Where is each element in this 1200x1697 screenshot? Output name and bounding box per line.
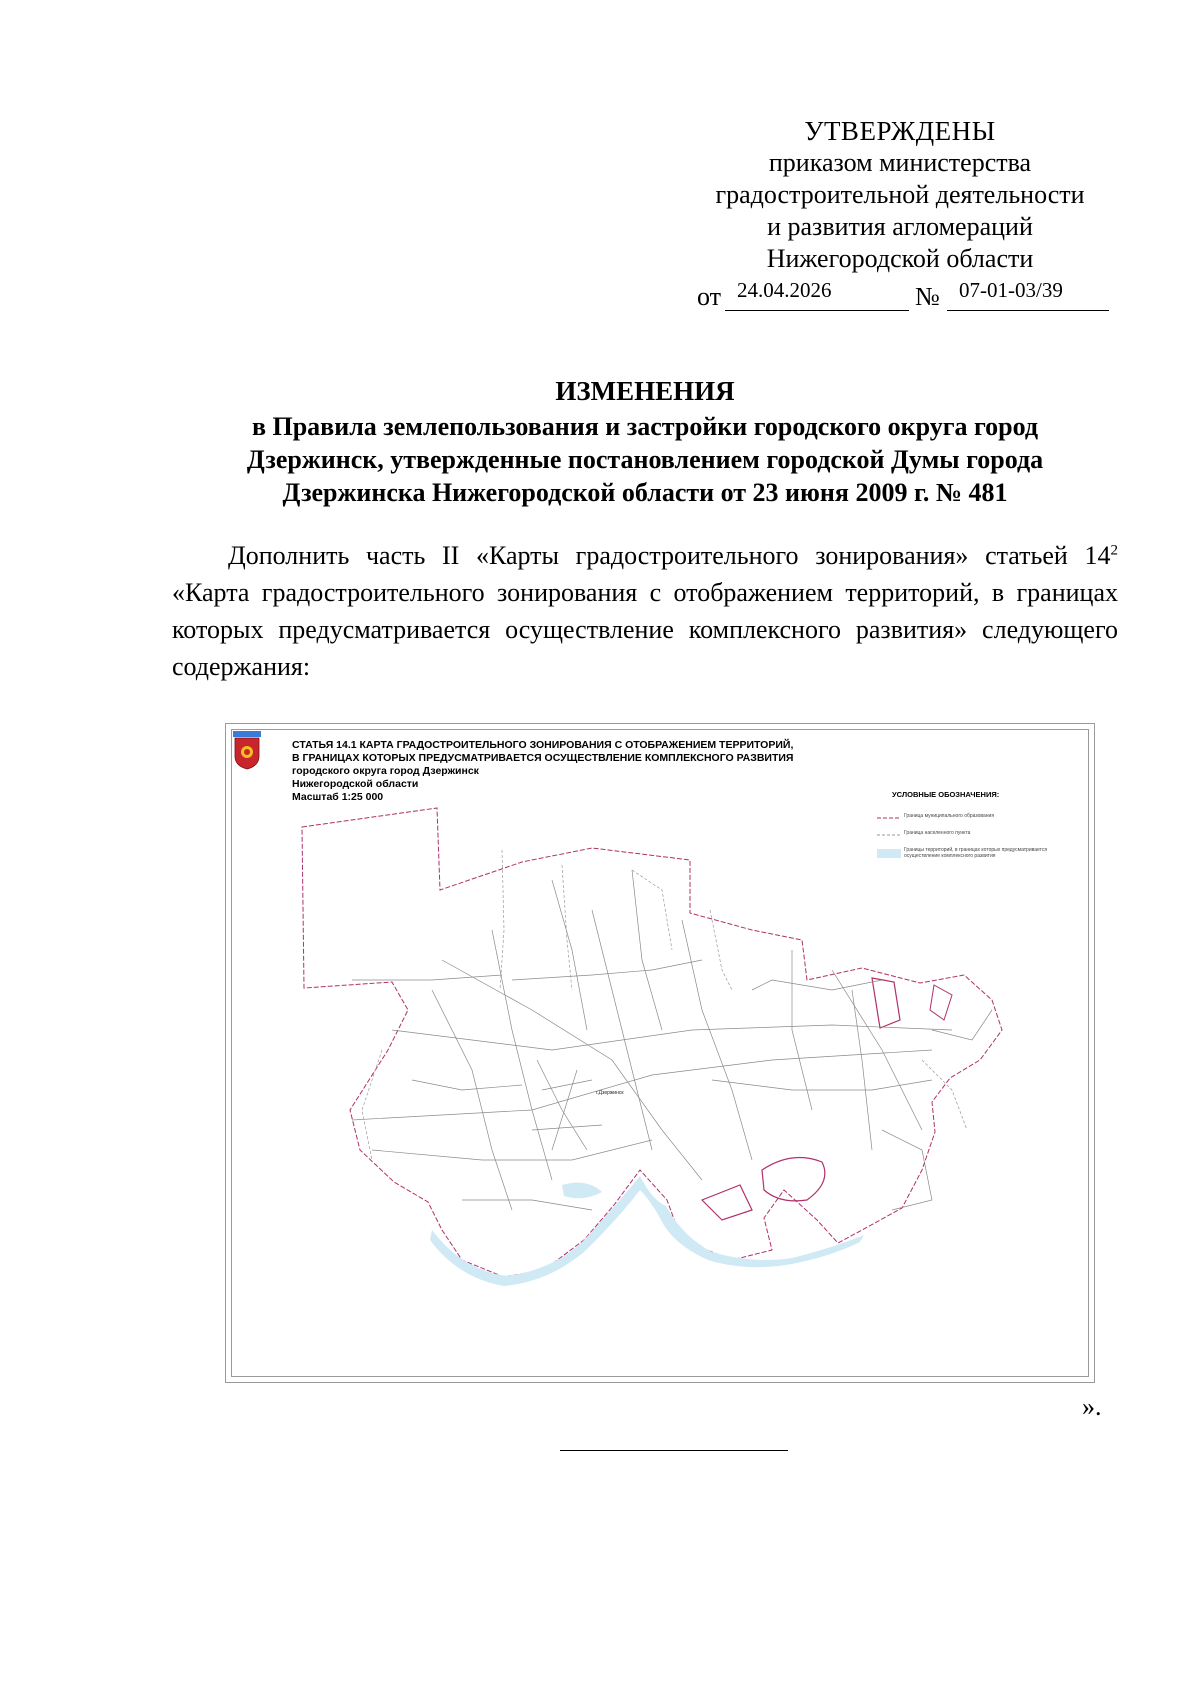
approval-number: 07-01-03/39 [959, 278, 1063, 302]
approval-line: градостроительной деятельности [715, 180, 1085, 209]
approval-line: приказом министерства [768, 148, 1032, 177]
city-label: г.Дзержинск [596, 1090, 624, 1096]
approval-block [680, 115, 1120, 275]
development-zone [702, 1185, 752, 1220]
date-prefix: от [697, 282, 722, 311]
map-header-line: СТАТЬЯ 14.1 КАРТА ГРАДОСТРОИТЕЛЬНОГО ЗОНИРОВАНИЯ С ОТОБРАЖЕНИЕМ ТЕРРИТОРИЙ, [292, 739, 794, 751]
article-superscript: 2 [1110, 542, 1118, 559]
document-title-line: в Правила землепользования и застройки городского округа город [251, 412, 1039, 441]
document-title-main: ИЗМЕНЕНИЯ [555, 376, 735, 406]
zoning-map [225, 723, 1095, 1383]
document-title [170, 375, 1120, 509]
legend-item-label: Граница муниципального образования [904, 813, 995, 819]
date-underline [725, 310, 909, 311]
road-network [352, 870, 992, 1210]
river [430, 1176, 864, 1286]
document-title-line: Дзержинск, утвержденные постановлением городской Думы города [246, 445, 1044, 474]
map-header-line: В ГРАНИЦАХ КОТОРЫХ ПРЕДУСМАТРИВАЕТСЯ ОСУЩЕСТВЛЕНИЕ КОМПЛЕКСНОГО РАЗВИТИЯ [292, 752, 794, 764]
number-prefix: № [915, 282, 940, 311]
approval-line: и развития агломераций [767, 212, 1033, 241]
body-text-start: Дополнить часть II «Карты градостроительного зонирования» статьей 14 [228, 541, 1111, 570]
body-text-end: «Карта градостроительного зонирования с отображением территорий, в границах которых предусматривается осуществление комплексного развития» следующего содержания: [172, 578, 1118, 681]
number-underline [947, 310, 1109, 311]
body-paragraph [172, 537, 1118, 685]
coat-of-arms-icon [232, 730, 262, 770]
settlement-line-icon [877, 832, 901, 838]
legend-item [892, 847, 1082, 864]
map-legend [892, 790, 1082, 864]
water-body [562, 1183, 602, 1199]
boundary-line-icon [877, 815, 901, 821]
development-zone [930, 985, 952, 1020]
zone-fill-icon [877, 849, 901, 859]
end-separator-line [560, 1450, 788, 1451]
legend-item-label: Граница населенного пункта [904, 830, 971, 836]
legend-item-label: Границы территорий, в границах которых предусматривается осуществление комплексного развития [904, 847, 1048, 859]
approval-title: УТВЕРЖДЕНЫ [804, 116, 996, 146]
map-header-line: городского округа город Дзержинск [292, 765, 479, 777]
map-scale: Масштаб 1:25 000 [292, 791, 384, 803]
zoning-map-inner [231, 729, 1089, 1377]
approval-line: Нижегородской области [766, 244, 1034, 273]
development-zone [762, 1158, 825, 1201]
legend-title: УСЛОВНЫЕ ОБОЗНАЧЕНИЯ: [892, 790, 1000, 799]
document-title-line: Дзержинска Нижегородской области от 23 июня 2009 г. № 481 [282, 478, 1008, 507]
legend-item [892, 830, 1082, 847]
map-header-line: Нижегородской области [292, 778, 419, 790]
map-header [292, 739, 852, 804]
development-zone [872, 978, 900, 1028]
municipal-boundary [302, 808, 1002, 1277]
legend-item [892, 813, 1082, 830]
approval-date-number [697, 270, 1117, 310]
approval-date: 24.04.2026 [737, 278, 832, 302]
closing-quote: ». [1082, 1392, 1102, 1421]
